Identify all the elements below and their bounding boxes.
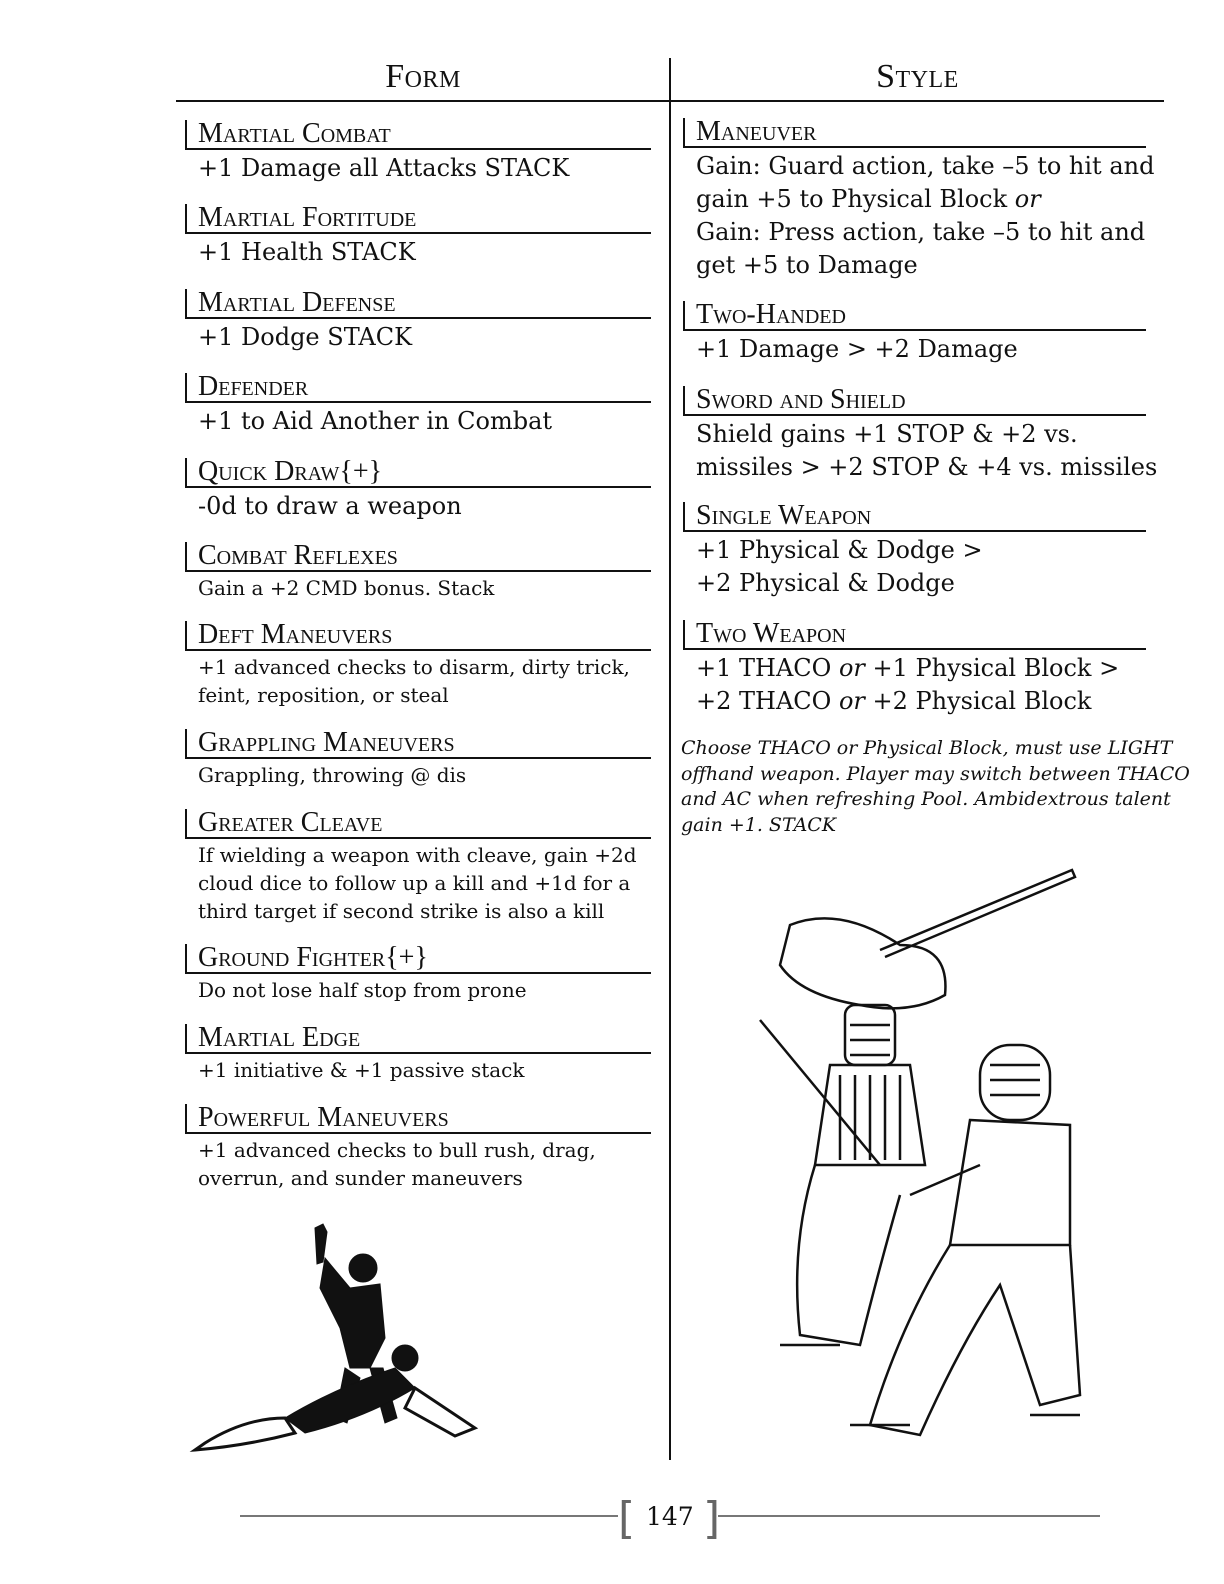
entry-powerful-maneuvers: [185, 1104, 651, 1192]
entry-martial-defense: [185, 289, 651, 354]
entry-description: [185, 653, 651, 709]
entry-combat-reflexes: [185, 542, 651, 602]
entry-greater-cleave: [185, 809, 651, 925]
entry-title: Defender: [185, 373, 651, 403]
text: get +5 to Damage: [696, 251, 918, 279]
entry-description: [683, 418, 1158, 484]
entry-title: Ground Fighter{+}: [185, 944, 651, 974]
text: Do not lose half stop from prone: [198, 978, 527, 1002]
text: -0d to draw a weapon: [198, 492, 462, 520]
entry-martial-fortitude: [185, 204, 651, 269]
entry-quick-draw: [185, 458, 651, 523]
description-line: [198, 574, 651, 602]
entry-defender: [185, 373, 651, 438]
entry-deft-maneuvers: [185, 621, 651, 709]
description-line: [198, 1056, 651, 1084]
description-line: [696, 567, 1146, 600]
description-line: [198, 976, 651, 1004]
entry-title: Martial Edge: [185, 1024, 651, 1054]
entry-martial-edge: [185, 1024, 651, 1084]
entry-description: [185, 1136, 651, 1192]
text: If wielding a weapon with cleave, gain +2d: [198, 843, 637, 867]
description-line: [198, 1164, 651, 1192]
entry-description: [185, 236, 651, 269]
entry-description: [185, 574, 651, 602]
text: feint, reposition, or steal: [198, 683, 449, 707]
kendo-illustration: [750, 865, 1090, 1465]
description-line: [696, 685, 1146, 718]
description-line: [198, 1136, 651, 1164]
note-line: offhand weapon. Player may switch between THACO: [681, 762, 1190, 785]
text: +1 Health STACK: [198, 238, 416, 266]
text: missiles > +2 STOP & +4 vs. missiles: [696, 453, 1158, 481]
italic-text: or: [838, 687, 865, 715]
entry-title: Martial Fortitude: [185, 204, 651, 234]
entry-ground-fighter: [185, 944, 651, 1004]
text: third target if second strike is also a kill: [198, 899, 605, 923]
description-line: [198, 653, 651, 681]
description-line: [696, 183, 1146, 216]
left-bracket-icon: [: [618, 1493, 636, 1544]
entry-title: Single Weapon: [683, 502, 1146, 532]
footer-rule-left: [240, 1515, 618, 1517]
entry-title: Two Weapon: [683, 620, 1146, 650]
text: gain +5 to Physical Block: [696, 185, 1015, 213]
description-line: [198, 841, 651, 869]
entry-description: [683, 333, 1146, 366]
note-line: and AC when refreshing Pool. Ambidextrous talent: [681, 788, 1171, 810]
description-line: [198, 869, 651, 897]
description-line: [198, 321, 651, 354]
entry-title: Martial Combat: [185, 120, 651, 150]
description-line: [198, 236, 651, 269]
entry-title: Two-Handed: [683, 301, 1146, 331]
wrestlers-illustration: [185, 1218, 485, 1458]
description-line: [198, 681, 651, 709]
description-line: [696, 652, 1146, 685]
entry-title: Grappling Maneuvers: [185, 729, 651, 759]
text: +1 Damage > +2 Damage: [696, 335, 1018, 363]
entry-description: [185, 976, 651, 1004]
text: +2 Physical & Dodge: [696, 569, 955, 597]
text: +1 to Aid Another in Combat: [198, 407, 553, 435]
text: +1 THACO: [696, 654, 839, 682]
text: Grappling, throwing @ dis: [198, 763, 467, 787]
text: +2 THACO: [696, 687, 839, 715]
text: +1 Damage all Attacks STACK: [198, 154, 570, 182]
entry-title: Maneuver: [683, 118, 1146, 148]
footer-rule-right: [718, 1515, 1100, 1517]
entry-title: Greater Cleave: [185, 809, 651, 839]
entry-two-weapon: [683, 620, 1146, 718]
description-line: [696, 249, 1146, 282]
entry-description: [683, 534, 1146, 600]
entry-title: Combat Reflexes: [185, 542, 651, 572]
entry-title: Deft Maneuvers: [185, 621, 651, 651]
italic-text: or: [838, 654, 865, 682]
note-line: gain +1. STACK: [681, 813, 837, 836]
description-line: [696, 333, 1146, 366]
entry-single-weapon: [683, 502, 1146, 600]
text: Shield gains +1 STOP & +2 vs.: [696, 420, 1078, 448]
entry-title: Sword and Shield: [683, 386, 1146, 416]
text: Gain: Press action, take –5 to hit and: [696, 218, 1146, 246]
text: +1 initiative & +1 passive stack: [198, 1058, 525, 1082]
style-column-heading: Style: [876, 58, 959, 95]
description-line: [198, 152, 651, 185]
form-column-heading: Form: [385, 58, 461, 95]
entry-title: Powerful Maneuvers: [185, 1104, 651, 1134]
entry-maneuver: [683, 116, 1155, 282]
description-line: [696, 418, 1146, 451]
entry-description: [185, 761, 651, 789]
entry-description: [185, 405, 651, 438]
entry-martial-combat: [185, 120, 651, 185]
description-line: [696, 451, 1158, 484]
italic-text: or: [1014, 185, 1041, 213]
text: +2 Physical Block: [864, 687, 1092, 715]
text: +1 Physical & Dodge >: [696, 536, 983, 564]
description-line: [696, 534, 1146, 567]
text: +1 advanced checks to disarm, dirty trick,: [198, 655, 630, 679]
entry-title: Quick Draw{+}: [185, 458, 651, 488]
entry-two-handed: [683, 301, 1146, 366]
entry-sword-and-shield: [683, 384, 1158, 484]
description-line: [198, 761, 651, 789]
column-divider: [669, 58, 671, 1460]
entry-description: [185, 152, 651, 185]
text: +1 Physical Block >: [864, 654, 1120, 682]
entry-description: [185, 841, 651, 925]
description-line: [198, 405, 651, 438]
entry-description: [683, 652, 1146, 718]
text: Gain a +2 CMD bonus. Stack: [198, 576, 495, 600]
entry-description: [683, 150, 1155, 282]
description-line: [198, 490, 651, 523]
page-number: 147: [646, 1502, 694, 1531]
text: Gain: Guard action, take –5 to hit and: [696, 152, 1155, 180]
entry-description: [185, 321, 651, 354]
text: cloud dice to follow up a kill and +1d for a: [198, 871, 631, 895]
text: +1 advanced checks to bull rush, drag,: [198, 1138, 596, 1162]
right-bracket-icon: ]: [703, 1493, 721, 1544]
two-weapon-note: [681, 736, 1190, 838]
entry-title: Martial Defense: [185, 289, 651, 319]
entry-grappling-maneuvers: [185, 729, 651, 789]
text: overrun, and sunder maneuvers: [198, 1166, 523, 1190]
note-line: Choose THACO or Physical Block, must use LIGHT: [681, 737, 1173, 759]
description-line: [696, 216, 1146, 249]
entry-description: [185, 490, 651, 523]
entry-description: [185, 1056, 651, 1084]
text: +1 Dodge STACK: [198, 323, 413, 351]
description-line: [696, 150, 1155, 183]
description-line: [198, 897, 651, 925]
